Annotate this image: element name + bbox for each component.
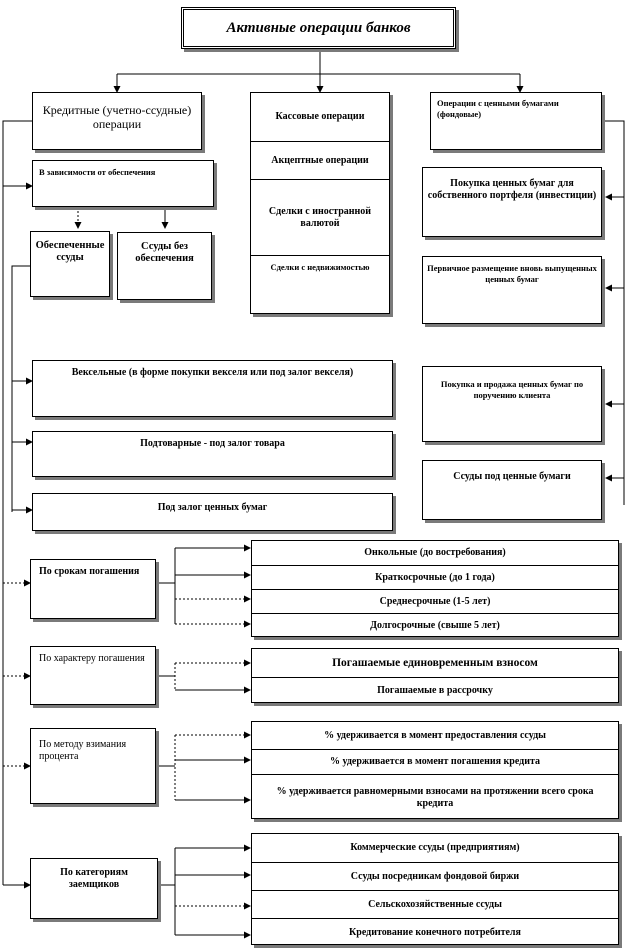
secured-item-goods (32, 431, 393, 477)
borrower-item: Сельскохозяйственные ссуды (252, 890, 618, 918)
secured-item-securities (32, 493, 393, 531)
secured-item-label: Вексельные (в форме покупки векселя или под залог векселя) (71, 367, 354, 378)
interest-item: % удерживается в момент предоставления ссуды (324, 729, 546, 741)
maturity-item: Среднесрочные (1-5 лет) (252, 589, 618, 613)
unsecured-loans-label: Ссуды без обеспечения (135, 241, 194, 264)
collateral-header-label: В зависимости от обеспечения (39, 167, 156, 177)
forex-deals-item: Сделки с иностранной валютой (251, 179, 389, 255)
security-item-brokerage (422, 366, 602, 442)
borrower-item: Коммерческие ссуды (предприятиям) (350, 842, 520, 853)
group-borrower-box (30, 858, 158, 919)
security-item-label: Покупка ценных бумаг для собственного портфеля (инвестиции) (427, 178, 597, 201)
borrower-item: Кредитование конечного потребителя (252, 918, 618, 946)
credit-operations-label: Кредитные (учетно-ссудные) операции (42, 103, 192, 131)
interest-item: % удерживается равномерными взносами на протяжении всего срока кредита (252, 774, 618, 820)
group-maturity-items (251, 540, 619, 637)
group-label: По методу взимания процента (39, 739, 127, 762)
page-title-text: Активные операции банков (226, 19, 411, 36)
securities-operations-box (430, 92, 602, 150)
group-borrower-items (251, 833, 619, 945)
maturity-item: Онкольные (до востребования) (364, 547, 506, 558)
security-item-label: Ссуды под ценные бумаги (453, 471, 571, 482)
maturity-item: Долгосрочные (свыше 5 лет) (252, 613, 618, 638)
security-item-label: Покупка и продажа ценных бумаг по поручению клиента (440, 379, 584, 400)
security-item-placement (422, 256, 602, 324)
unsecured-loans-box (117, 232, 212, 300)
secured-loans-label: Обеспеченные ссуды (35, 240, 105, 263)
borrower-item: Ссуды посредникам фондовой биржи (252, 862, 618, 890)
real-estate-deals-item: Сделки с недвижимостью (251, 255, 389, 283)
collateral-header-box (32, 160, 214, 207)
secured-item-label: Подтоварные - под залог товара (140, 438, 285, 449)
secured-item-bills (32, 360, 393, 417)
interest-item: % удерживается в момент погашения кредита (252, 749, 618, 774)
group-interest-box (30, 728, 156, 804)
group-repayment-box (30, 646, 156, 705)
cash-operations-stack (250, 92, 390, 314)
security-item-investment (422, 167, 602, 237)
securities-operations-label: Операции с ценными бумагами (фондовые) (437, 98, 559, 119)
security-item-loans (422, 460, 602, 520)
group-label: По категориям заемщиков (60, 867, 128, 890)
credit-operations-box (32, 92, 202, 150)
group-interest-items (251, 721, 619, 819)
acceptance-operations-item: Акцептные операции (251, 141, 389, 179)
repayment-item: Погашаемые единовременным взносом (332, 656, 538, 669)
group-repayment-items (251, 648, 619, 703)
repayment-item: Погашаемые в рассрочку (252, 677, 618, 704)
security-item-label: Первичное размещение вновь выпущенных ценных бумаг (427, 263, 597, 284)
group-label: По срокам погашения (39, 566, 140, 577)
maturity-item: Краткосрочные (до 1 года) (252, 565, 618, 589)
secured-item-label: Под залог ценных бумаг (157, 502, 268, 513)
group-label: По характеру погашения (39, 653, 145, 664)
cash-operations-item: Кассовые операции (275, 111, 365, 122)
secured-loans-box (30, 231, 110, 297)
group-maturity-box (30, 559, 156, 619)
page-title (181, 7, 456, 49)
